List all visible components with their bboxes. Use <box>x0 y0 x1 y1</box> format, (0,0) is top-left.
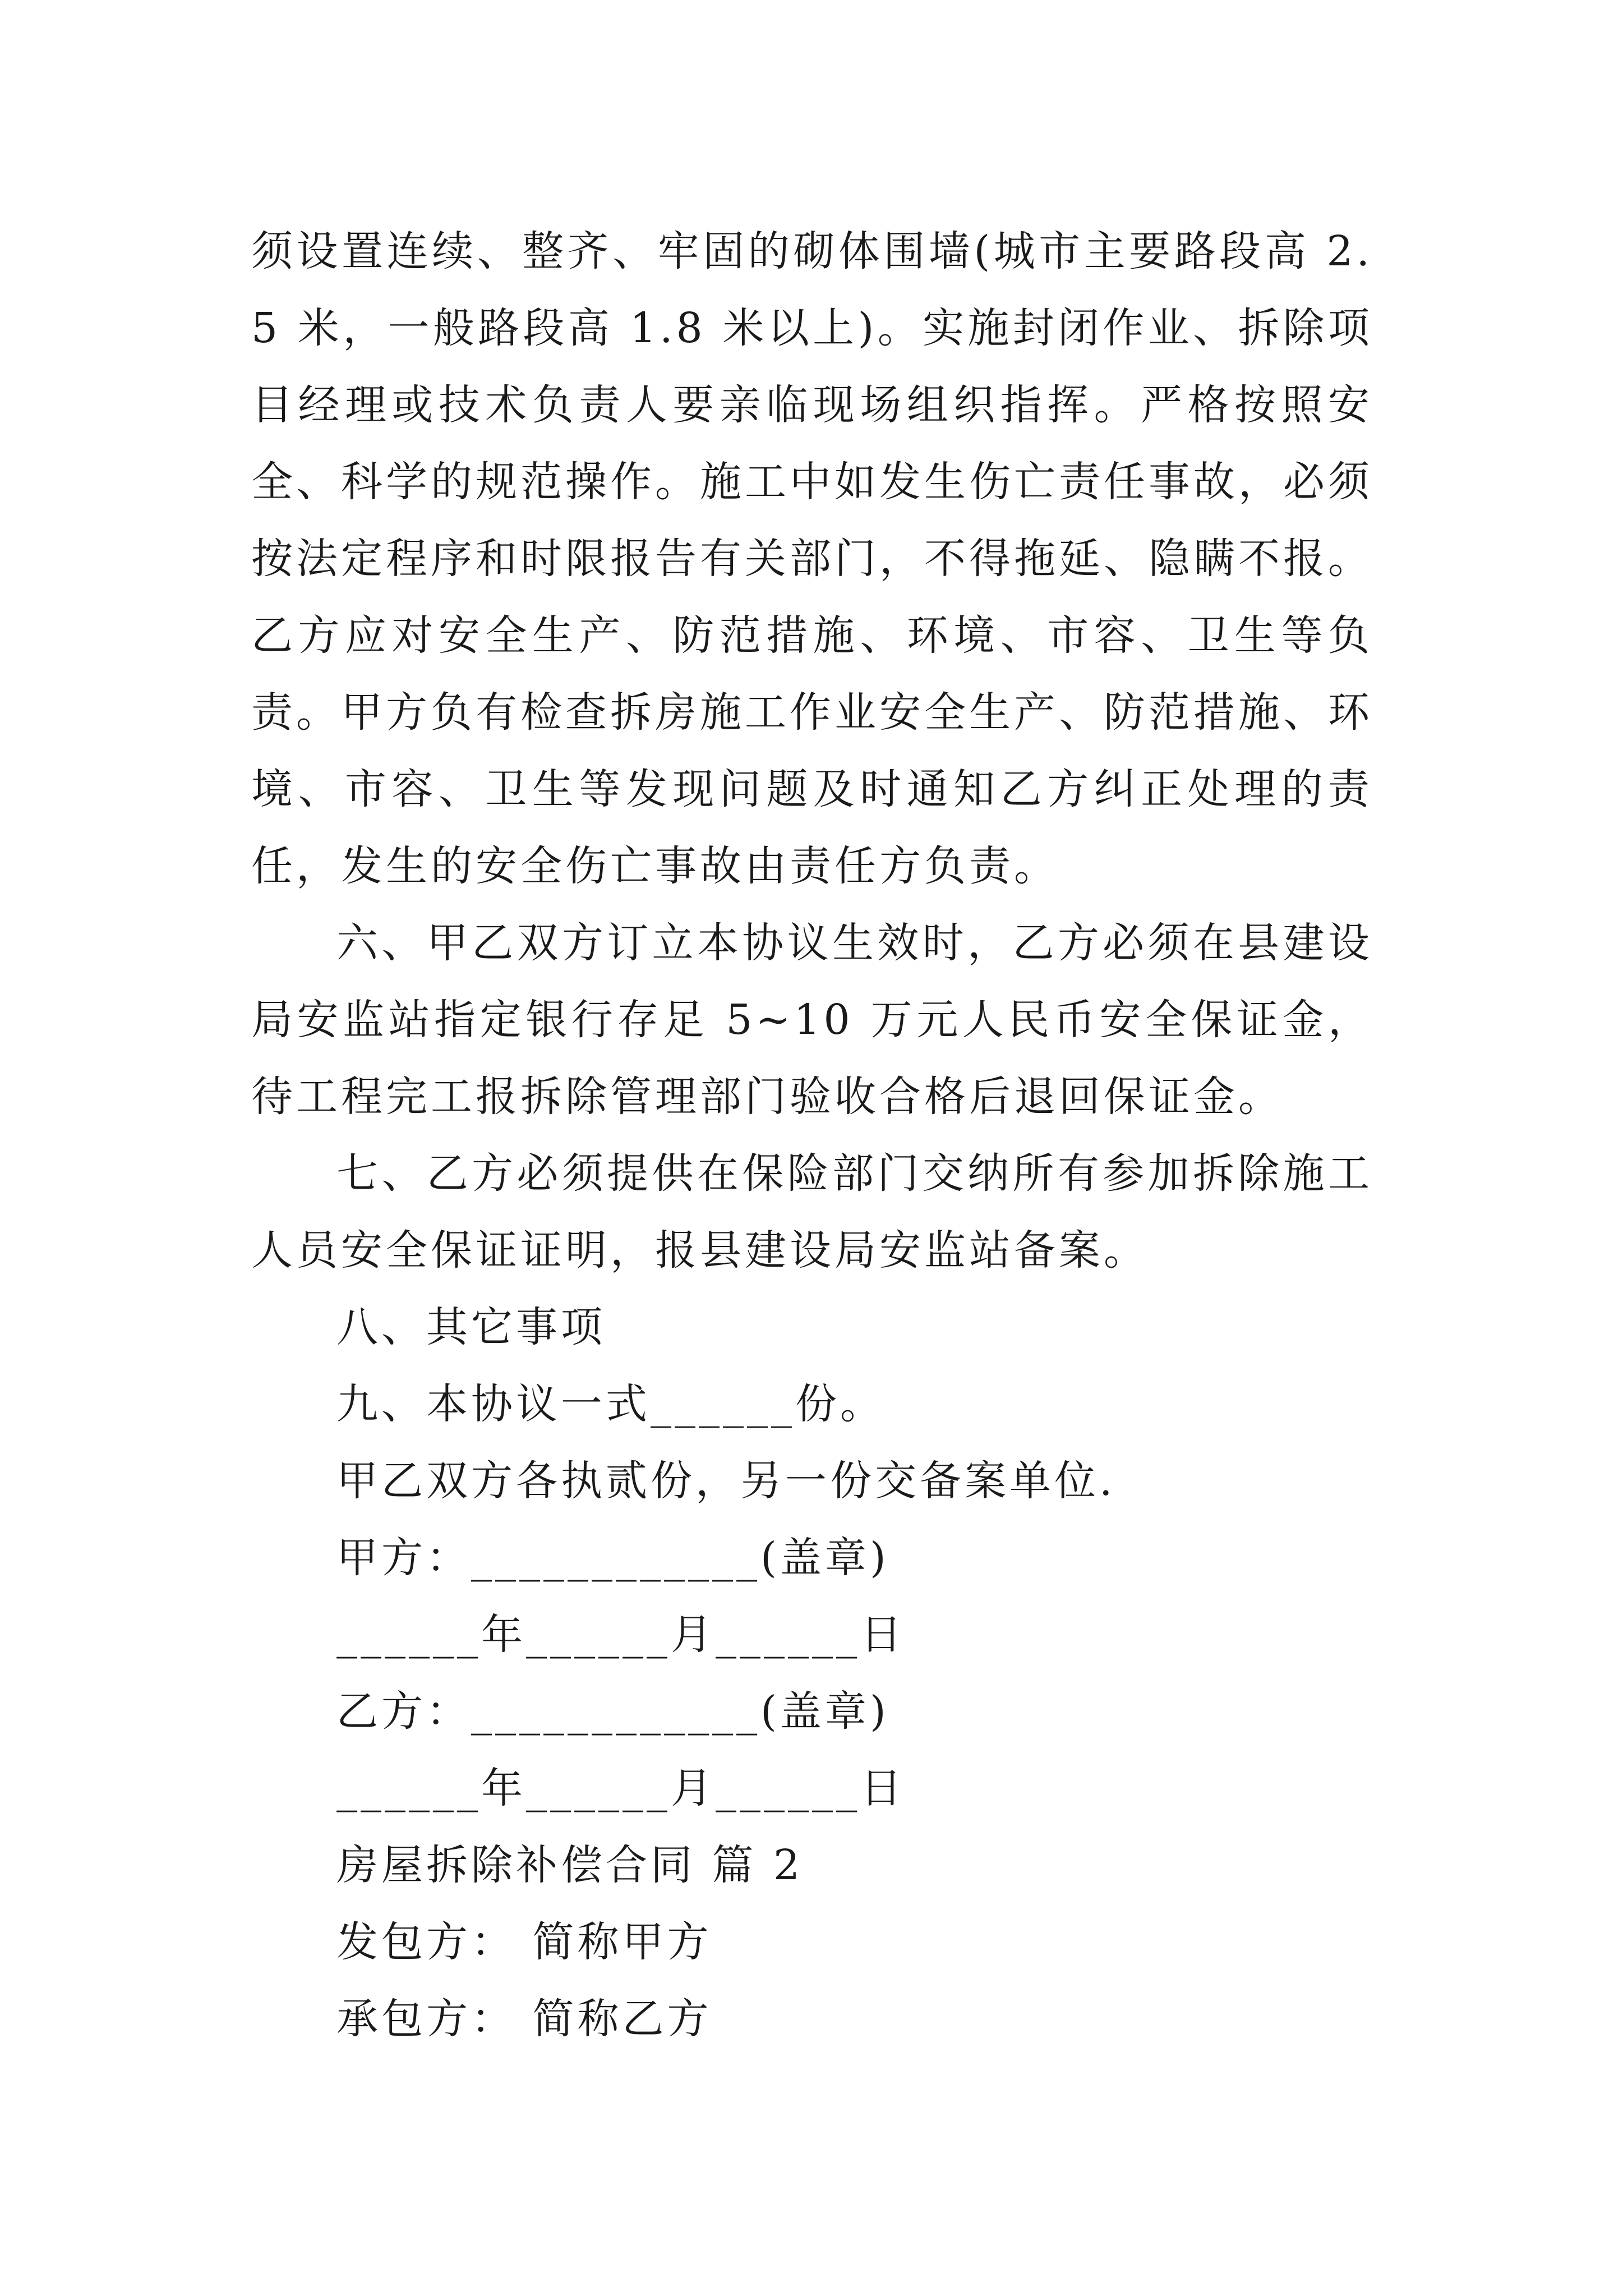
clause-six: 六、甲乙双方订立本协议生效时，乙方必须在县建设局安监站指定银行存足 5~10 万元人民币安全保证金，待工程完工报拆除管理部门验收合格后退回保证金。 <box>251 919 1373 1121</box>
party-a-signature: 甲方：____________(盖章) <box>336 1534 889 1582</box>
clause-eight: 八、其它事项 <box>336 1303 606 1351</box>
party-a-date: ______年______月______日 <box>336 1611 905 1659</box>
clause-nine: 九、本协议一式______份。 <box>336 1380 885 1428</box>
clause-five-continued: 须设置连续、整齐、牢固的砌体围墙(城市主要路段高 2.5 米，一般路段高 1.8 米以上)。实施封闭作业、拆除项目经理或技术负责人要亲临现场组织指挥。严格按照安全、科学的规范操作。施工中如发生伤亡责任事故，必须按法定程序和时限报告有关部门，不得拖延、隐瞒不报。乙方应对安全生产、防范措施、环境、市容、卫生等负责。甲方负有检查拆房施工作业安全生产、防范措施、环境、市容、卫生等发现问题及时通知乙方纠正处理的责任，发生的安全伤亡事故由责任方负责。 <box>251 227 1373 890</box>
copies-note: 甲乙双方各执贰份，另一份交备案单位. <box>336 1457 1116 1505</box>
clause-seven: 七、乙方必须提供在保险部门交纳所有参加拆除施工人员安全保证证明，报县建设局安监站备案。 <box>251 1149 1373 1274</box>
contractor-line: 承包方： 简称乙方 <box>336 1995 712 2043</box>
section-title: 房屋拆除补偿合同 篇 2 <box>336 1841 804 1889</box>
party-b-signature: 乙方：____________(盖章) <box>336 1687 889 1736</box>
document-body <box>251 213 1373 2058</box>
employer-line: 发包方： 简称甲方 <box>336 1918 712 1966</box>
party-b-date: ______年______月______日 <box>336 1764 905 1812</box>
